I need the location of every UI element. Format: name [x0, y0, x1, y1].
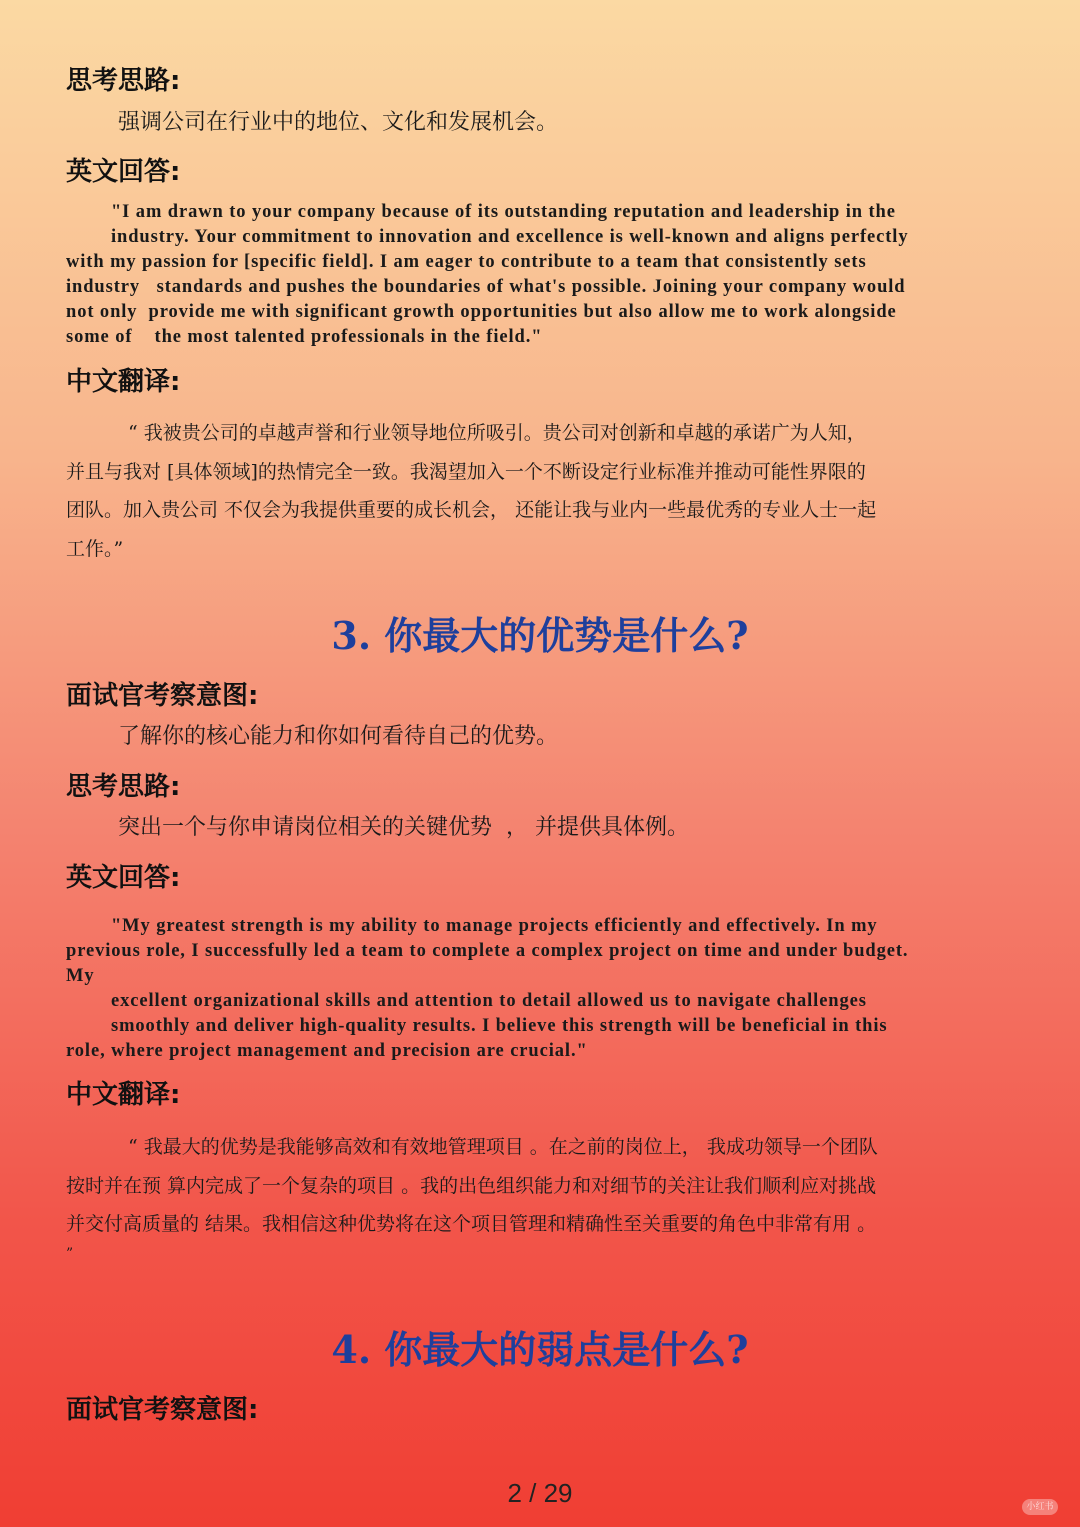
- english-line: "I am drawn to your company because of its outstanding reputation and leadership in the: [111, 202, 896, 222]
- section3-title-wrap: [0, 605, 1080, 660]
- section-title: 3. 你最大的优势是什么?: [331, 613, 749, 658]
- block1-chinese-translation: [66, 414, 876, 568]
- block1-english-label-wrap: [66, 157, 180, 188]
- english-label: 英文回答:: [66, 157, 181, 187]
- chinese-line: “ 我被贵公司的卓越声誉和行业领导地位所吸引。贵公司对创新和卓越的承诺广为人知，: [128, 422, 866, 444]
- thinking-label: 思考思路:: [66, 66, 181, 96]
- section4-intent-label-wrap: [66, 1395, 258, 1426]
- english-line: previous role, I successfully led a team to complete a complex project on time and under budget.: [66, 941, 909, 961]
- chinese-line: 按时并在预 算内完成了一个复杂的项目 。我的出色组织能力和对细节的关注让我们顺利应对挑战: [66, 1174, 877, 1197]
- english-line: My: [66, 966, 95, 986]
- intent-label: 面试官考察意图:: [66, 681, 259, 711]
- section3-chinese-label-wrap: [66, 1080, 180, 1111]
- english-line: not only provide me with significant growth opportunities but also allow me to work alongside: [66, 302, 897, 322]
- section-title: 4. 你最大的弱点是什么?: [331, 1327, 749, 1372]
- section3-thinking-text-wrap: [66, 813, 689, 844]
- intent-label: 面试官考察意图:: [66, 1395, 259, 1425]
- intent-text: 了解你的核心能力和你如何看待自己的优势。: [118, 724, 559, 749]
- english-label: 英文回答:: [66, 863, 181, 893]
- chinese-label: 中文翻译:: [66, 367, 181, 397]
- chinese-line: ”: [66, 1245, 74, 1262]
- english-line: with my passion for [specific field]. I am eager to contribute to a team that consistently sets: [66, 252, 867, 272]
- thinking-text: 强调公司在行业中的地位、文化和发展机会。: [118, 110, 559, 135]
- english-line: "My greatest strength is my ability to manage projects efficiently and effectively. In my: [111, 916, 878, 936]
- block1-chinese-label-wrap: [66, 367, 180, 398]
- block1-thinking: [66, 66, 180, 97]
- thinking-label: 思考思路:: [66, 772, 181, 802]
- block1-english-answer: [66, 200, 909, 350]
- watermark-logo: 小红书: [1022, 1499, 1058, 1515]
- chinese-line: 并交付高质量的 结果。我相信这种优势将在这个项目管理和精确性至关重要的角色中非常有用 。: [66, 1213, 877, 1235]
- english-line: some of the most talented professionals in the field.": [66, 327, 543, 347]
- section4-title-wrap: [0, 1319, 1080, 1374]
- section3-english-label-wrap: [66, 863, 180, 894]
- section3-thinking-label-wrap: [66, 772, 180, 803]
- english-line: smoothly and deliver high-quality results. I believe this strength will be beneficial in this: [111, 1016, 888, 1036]
- chinese-label: 中文翻译:: [66, 1080, 181, 1110]
- english-line: excellent organizational skills and attention to detail allowed us to navigate challenges: [111, 991, 867, 1011]
- section3-intent-text-wrap: [66, 722, 558, 753]
- english-line: industry. Your commitment to innovation and excellence is well-known and aligns perfectly: [111, 227, 909, 247]
- page-indicator: 2 / 29: [507, 1478, 573, 1508]
- chinese-line: 团队。加入贵公司 不仅会为我提供重要的成长机会， 还能让我与业内一些最优秀的专业人士一起: [66, 499, 877, 521]
- section3-intent-label-wrap: [66, 681, 258, 712]
- section3-english-answer: [66, 914, 908, 1064]
- thinking-text: 突出一个与你申请岗位相关的关键优势 ， 并提供具体例。: [118, 815, 689, 840]
- chinese-line: 工作。”: [66, 537, 124, 560]
- english-line: role, where project management and precision are crucial.": [66, 1041, 588, 1061]
- block1-thinking-wrap: [66, 108, 558, 139]
- chinese-line: 并且与我对 [具体领域]的热情完全一致。我渴望加入一个不断设定行业标准并推动可能性界限的: [66, 460, 866, 483]
- english-line: industry standards and pushes the boundaries of what's possible. Joining your company would: [66, 277, 906, 297]
- section3-chinese-translation: [66, 1128, 878, 1264]
- chinese-line: “ 我最大的优势是我能够高效和有效地管理项目 。在之前的岗位上， 我成功领导一个团队: [128, 1136, 878, 1158]
